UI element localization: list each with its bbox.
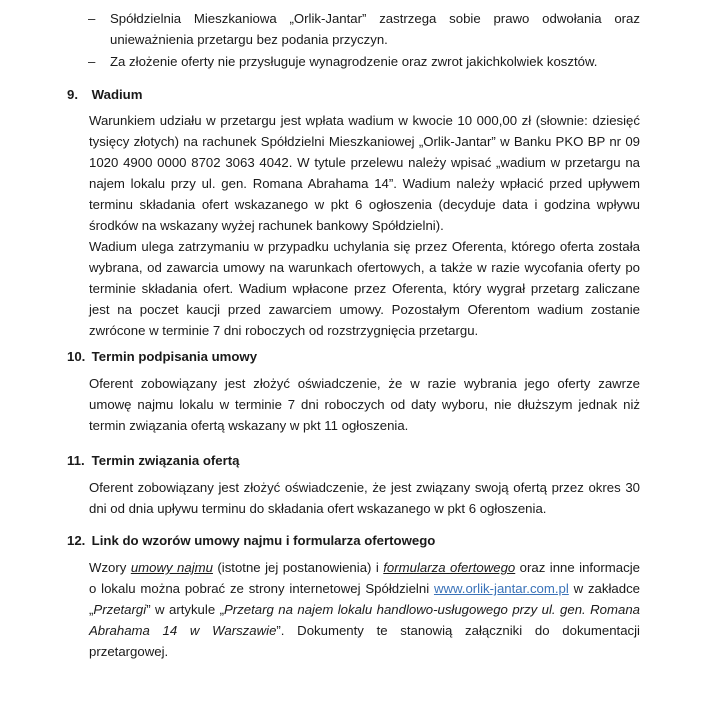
section-number: 11. [67, 453, 85, 468]
section-title: Termin podpisania umowy [91, 349, 258, 364]
text-run: (istotne jej postanowienia) i [212, 560, 384, 575]
bullet-list [88, 8, 640, 73]
section-9-body [89, 110, 640, 341]
list-item-text: Za złożenie oferty nie przysługuje wynagrodzenie oraz zwrot jakichkolwiek kosztów. [110, 54, 598, 69]
paragraph: Warunkiem udziału w przetargu jest wpłata wadium w kwocie 10 000,00 zł (słownie: dziesięć tysięcy złotych) na rachunek Spółdzielni Mieszkaniowej „Orlik-Jantar” w Banku PKO BP nr 09 1020 4900 0000 8702 3063 4042. W tytule przelewu należy wpisać „wadium w przetargu na najem lokalu przy ul. gen. Romana Abrahama 14”. Wadium należy wpłacić przed upływem terminu składania ofert wskazanego w pkt 6 ogłoszenia (decyduje data i godzina wpływu środków na wskazany wyżej rachunek bankowy Spółdzielni). [89, 113, 640, 233]
paragraph: Oferent zobowiązany jest złożyć oświadczenie, że jest związany swoją ofertą przez okres 30 dni od dnia upływu terminu do składania ofert wskazanego w pkt 6 ogłoszenia. [89, 480, 640, 516]
offer-form-reference: formularza ofertowego [383, 560, 516, 575]
section-number: 9. [67, 87, 78, 102]
article-title-reference: Przetarg na najem lokalu handlowo-usługowego przy ul. gen. Romana Abrahama 14 w Warszawie [89, 602, 640, 638]
text-run: ” w artykule „ [146, 602, 224, 617]
paragraph [89, 557, 640, 662]
section-title: Wadium [91, 87, 143, 102]
text-run: oraz inne informacje o lokalu można pobrać ze strony internetowej Spółdzielni [89, 560, 640, 596]
section-10-heading [67, 347, 257, 367]
lease-template-reference: umowy najmu [130, 560, 213, 575]
website-link[interactable]: www.orlik-jantar.com.pl [433, 581, 569, 596]
section-11-body [89, 477, 640, 519]
paragraph: Oferent zobowiązany jest złożyć oświadczenie, że w razie wybrania jego oferty zawrze umowę najmu lokalu w terminie 7 dni roboczych od daty wyboru, nie dłuższym jednak niż termin związania ofertą wskazany w pkt 11 ogłoszenia. [89, 376, 640, 433]
section-title: Link do wzorów umowy najmu i formularza ofertowego [91, 533, 436, 548]
dash-marker: – [88, 11, 96, 26]
section-12-heading [67, 531, 435, 551]
list-item-text: Spółdzielnia Mieszkaniowa „Orlik-Jantar” zastrzega sobie prawo odwołania oraz unieważnienia przetargu bez podania przyczyn. [110, 11, 640, 47]
section-title: Termin związania ofertą [91, 453, 240, 468]
list-item [88, 8, 640, 50]
paragraph: Wadium ulega zatrzymaniu w przypadku uchylania się przez Oferenta, którego oferta została wybrana, od zawarcia umowy na warunkach ofertowych, a także w razie wycofania oferty po terminie składania ofert. Wadium wpłacone przez Oferenta, który wygrał przetarg zaliczane jest na poczet kaucji przed zawarciem umowy. Pozostałym Oferentom wadium zostanie zwrócone w terminie 7 dni roboczych od rozstrzygnięcia przetargu. [89, 239, 640, 338]
text-run: Wzory [89, 560, 131, 575]
section-11-heading [67, 451, 239, 471]
section-number: 10. [67, 349, 86, 364]
section-number: 12. [67, 533, 86, 548]
text-run: ”. Dokumenty te stanowią załączniki do dokumentacji przetargowej. [89, 623, 640, 659]
section-10-body [89, 373, 640, 436]
section-9-heading [67, 85, 142, 105]
section-12-body [89, 557, 640, 662]
dash-marker: – [88, 54, 96, 69]
list-item [88, 51, 640, 72]
text-run: w zakładce „ [89, 581, 640, 617]
tab-name-reference: Przetargi [93, 602, 147, 617]
